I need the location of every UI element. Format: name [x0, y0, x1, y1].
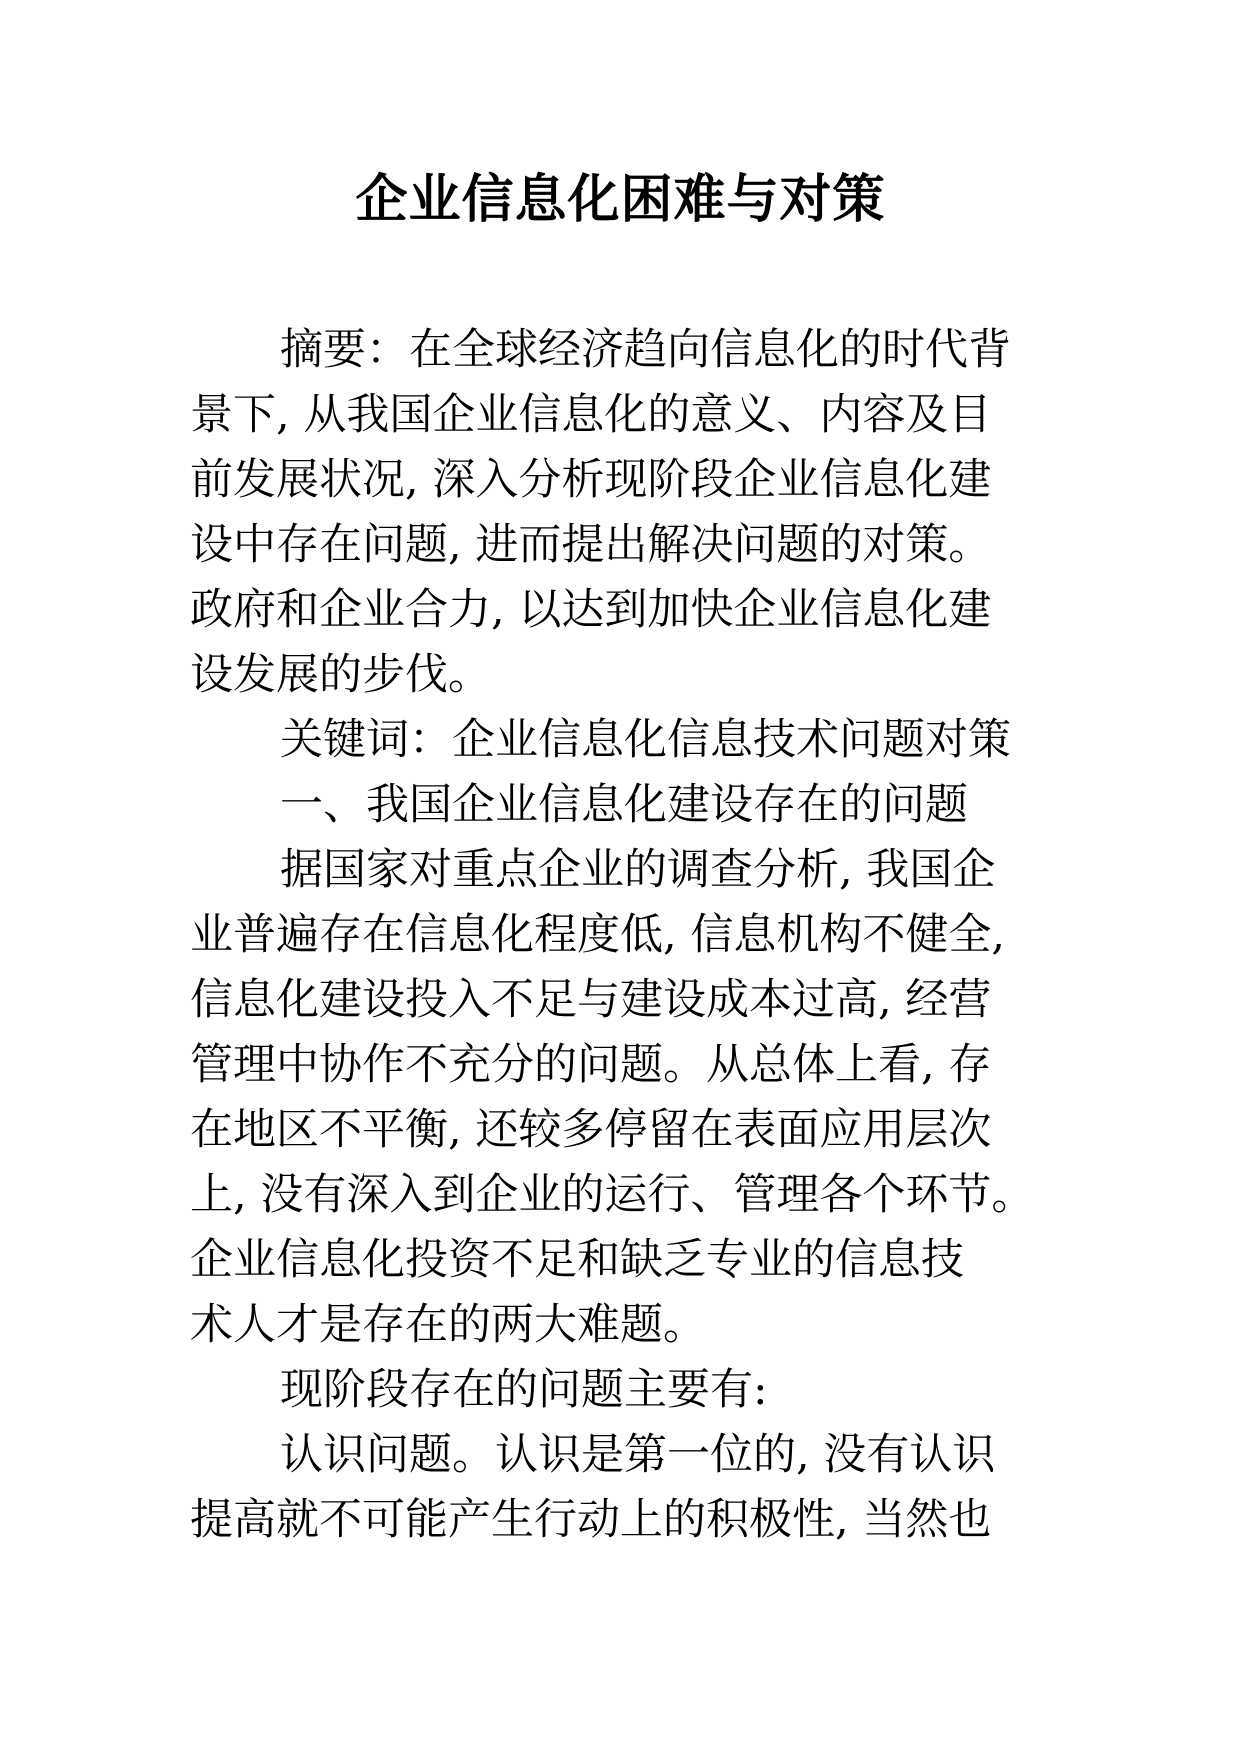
- text-line: 设中存在问题, 进而提出解决问题的对策。: [190, 520, 992, 570]
- keywords-line: 关键词：企业信息化信息技术问题对策: [280, 715, 1011, 765]
- text-line: 术人才是存在的两大难题。: [190, 1300, 706, 1350]
- text-line: 据国家对重点企业的调查分析, 我国企: [280, 845, 996, 895]
- text-line: 认识问题。认识是第一位的, 没有认识: [280, 1430, 996, 1480]
- text-line: 设发展的步伐。: [190, 650, 491, 700]
- text-line: 前发展状况, 深入分析现阶段企业信息化建: [190, 455, 992, 505]
- text-line: 管理中协作不充分的问题。从总体上看, 存: [190, 1040, 992, 1090]
- text-line: 提高就不可能产生行动上的积极性, 当然也: [190, 1495, 992, 1545]
- text-line: 企业信息化投资不足和缺乏专业的信息技: [190, 1235, 964, 1285]
- document-body: [190, 318, 1090, 1553]
- section-heading: 一、我国企业信息化建设存在的问题: [280, 780, 968, 830]
- page-title: 企业信息化困难与对策: [355, 169, 886, 230]
- text-line: 业普遍存在信息化程度低, 信息机构不健全,: [190, 910, 1006, 960]
- text-line: 在地区不平衡, 还较多停留在表面应用层次: [190, 1105, 992, 1155]
- text-line: 上, 没有深入到企业的运行、管理各个环节。: [190, 1170, 1035, 1220]
- text-line: 摘要：在全球经济趋向信息化的时代背: [280, 325, 1011, 375]
- text-line: 信息化建设投入不足与建设成本过高, 经营: [190, 975, 992, 1025]
- text-line: 政府和企业合力, 以达到加快企业信息化建: [190, 585, 992, 635]
- text-line: 现阶段存在的问题主要有:: [280, 1365, 768, 1415]
- text-line: 景下, 从我国企业信息化的意义、内容及目: [190, 390, 992, 440]
